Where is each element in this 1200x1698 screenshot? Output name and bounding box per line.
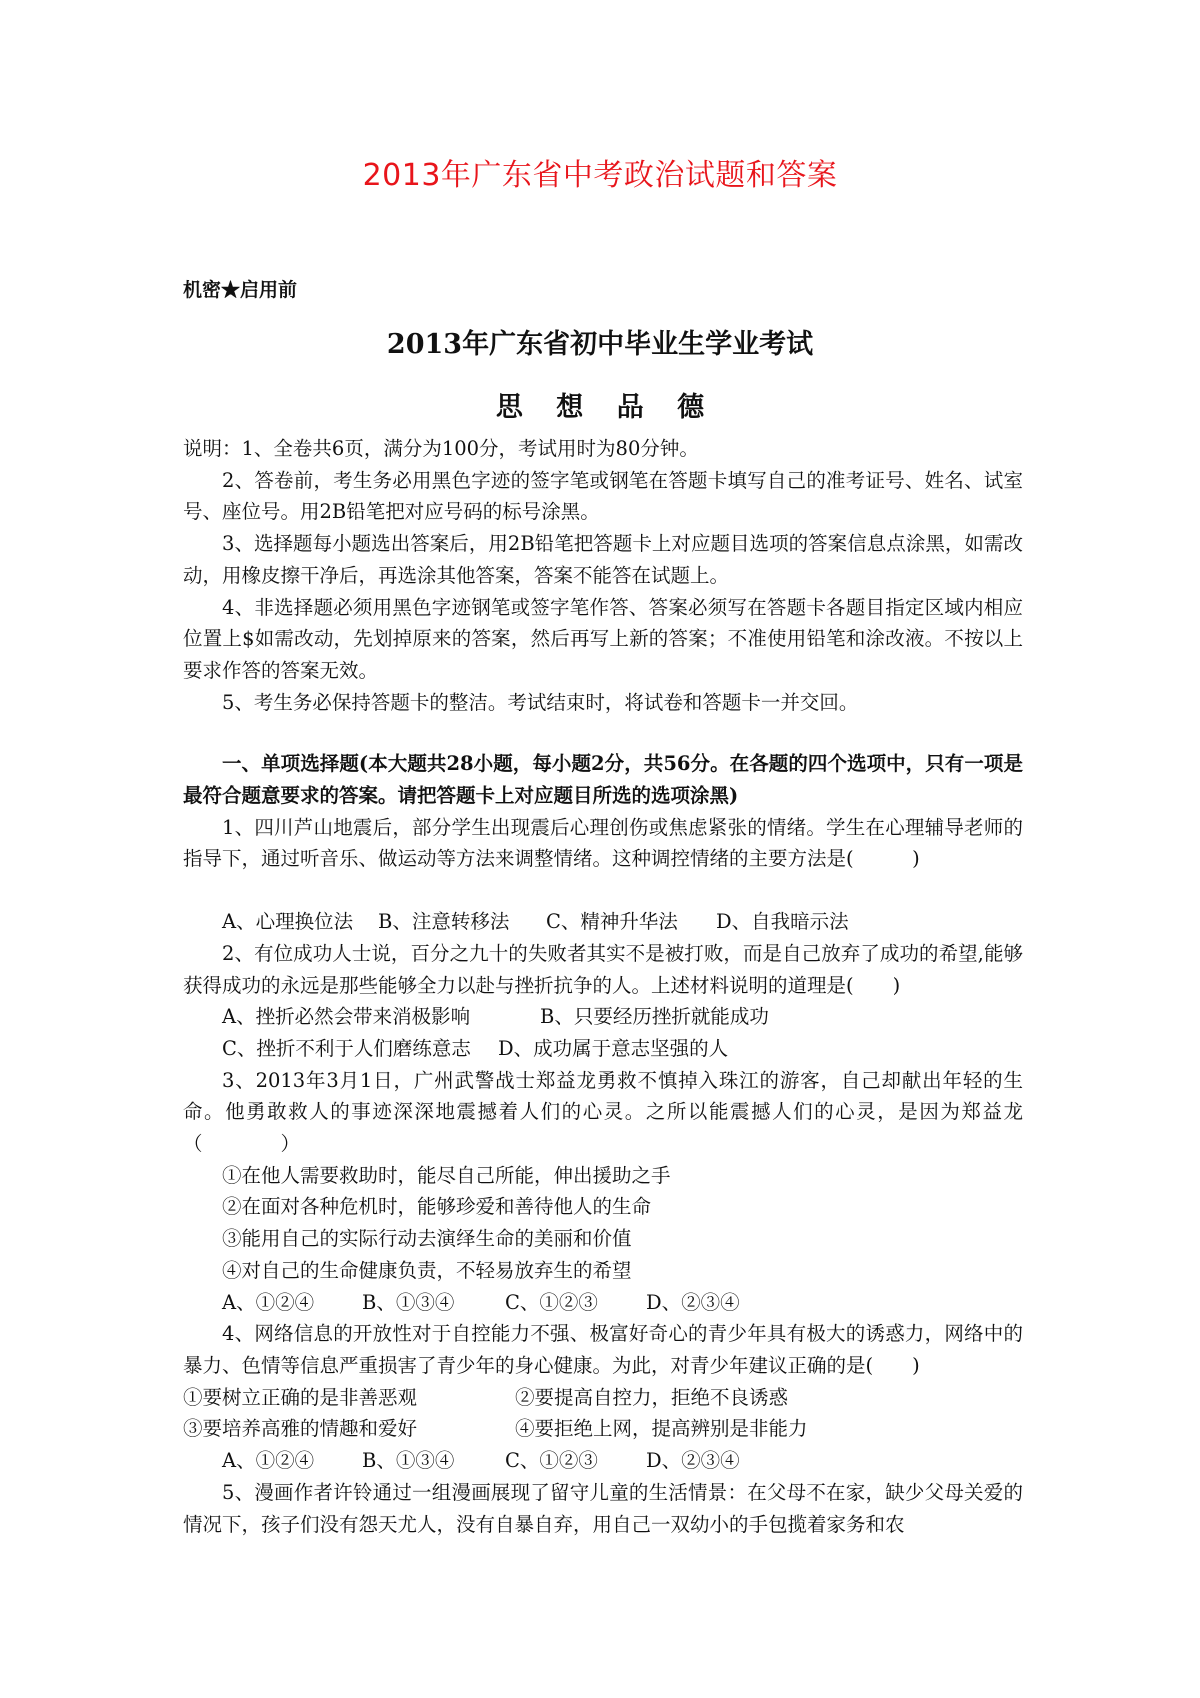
question-2-option-c: C、挫折不利于人们磨练意志 xyxy=(222,1036,471,1060)
question-1-option-a: A、心理换位法 xyxy=(222,910,354,934)
question-4-statements-row-2 xyxy=(183,1413,1023,1445)
instruction-line-3: 3、选择题每小题选出答案后，用2B铅笔把答题卡上对应题目选项的答案信息点涂黑，如需改动，用橡皮擦干净后，再选涂其他答案，答案不能答在试题上。 xyxy=(183,532,1023,587)
question-1-options xyxy=(183,906,1023,938)
question-2-option-b: B、只要经历挫折就能成功 xyxy=(540,1005,769,1029)
exam-body xyxy=(183,433,1023,1540)
question-4-options xyxy=(183,1445,1023,1477)
question-4-option-a: A、①②④ xyxy=(222,1449,315,1473)
document-title: 2013年广东省中考政治试题和答案 xyxy=(362,158,838,193)
question-4-statement-4: ④要拒绝上网，提高辨别是非能力 xyxy=(515,1417,808,1441)
question-1-option-b: B、注意转移法 xyxy=(378,910,510,934)
question-1-option-d: D、自我暗示法 xyxy=(716,910,849,934)
question-4-option-c: C、①②③ xyxy=(505,1449,598,1473)
question-2-options-row-2 xyxy=(183,1033,1023,1065)
question-3-stem: 3、2013年3月1日，广州武警战士郑益龙勇救不慎掉入珠江的游客，自己却献出年轻的生命。他勇敢救人的事迹深深地震撼着人们的心灵。之所以能震撼人们的心灵，是因为郑益龙（ ） xyxy=(183,1068,1023,1156)
spacer xyxy=(183,718,1023,748)
instruction-line-4: 4、非选择题必须用黑色字迹钢笔或签字笔作答、答案必须写在答题卡各题目指定区域内相应位置上$如需改动，先划掉原来的答案，然后再写上新的答案；不准使用铅笔和涂改液。不按以上要求作答的答案无效。 xyxy=(183,595,1023,682)
question-4-statement-1: ①要树立正确的是非善恶观 xyxy=(183,1385,418,1409)
question-3-option-d: D、②③④ xyxy=(646,1290,740,1314)
question-5-stem: 5、漫画作者许铃通过一组漫画展现了留守儿童的生活情景：在父母不在家，缺少父母关爱的情况下，孩子们没有怨天尤人，没有自暴自弃，用自己一双幼小的手包揽着家务和农 xyxy=(183,1480,1023,1536)
instruction-line-1: 说明：1、全卷共6页，满分为100分，考试用时为80分钟。 xyxy=(183,437,699,460)
question-3-options xyxy=(183,1287,1023,1319)
question-4-stem: 4、网络信息的开放性对于自控能力不强、极富好奇心的青少年具有极大的诱惑力，网络中的暴力、色情等信息严重损害了青少年的身心健康。为此，对青少年建议正确的是( ) xyxy=(183,1322,1023,1377)
spacer xyxy=(183,875,1023,906)
instruction-line-5: 5、考生务必保持答题卡的整洁。考试结束时，将试卷和答题卡一并交回。 xyxy=(222,690,859,714)
question-3-option-a: A、①②④ xyxy=(222,1290,315,1314)
question-3-option-b: B、①③④ xyxy=(362,1290,455,1314)
question-2-option-d: D、成功属于意志坚强的人 xyxy=(498,1036,729,1060)
question-4-statements-row-1 xyxy=(183,1382,1023,1414)
question-2-options-row-1 xyxy=(183,1001,1023,1033)
section-heading: 一、单项选择题(本大题共28小题，每小题2分，共56分。在各题的四个选项中，只有一项是最符合题意要求的答案。请把答题卡上对应题目所选的选项涂黑) xyxy=(183,752,1023,808)
instruction-line-2: 2、答卷前，考生务必用黑色字迹的签字笔或钢笔在答题卡填写自己的准考证号、姓名、试室号、座位号。用2B铅笔把对应号码的标号涂黑。 xyxy=(183,468,1023,524)
secret-label: 机密★启用前 xyxy=(183,279,298,301)
question-2-stem: 2、有位成功人士说，百分之九十的失败者其实不是被打败，而是自己放弃了成功的希望,能够获得成功的永远是那些能够全力以赴与挫折抗争的人。上述材料说明的道理是( ) xyxy=(183,941,1023,997)
question-1-stem: 1、四川芦山地震后，部分学生出现震后心理创伤或焦虑紧张的情绪。学生在心理辅导老师的指导下，通过听音乐、做运动等方法来调整情绪。这种调控情绪的主要方法是( ) xyxy=(183,815,1023,871)
question-3-statement-1: ①在他人需要救助时，能尽自己所能，伸出援助之手 xyxy=(222,1163,671,1187)
exam-title: 2013年广东省初中毕业生学业考试 xyxy=(386,329,814,360)
subject-title: 思 想 品 德 xyxy=(495,392,717,423)
question-4-option-b: B、①③④ xyxy=(362,1449,455,1473)
question-3-statement-3: ③能用自己的实际行动去演绎生命的美丽和价值 xyxy=(222,1227,632,1251)
question-4-statement-3: ③要培养高雅的情趣和爱好 xyxy=(183,1417,418,1441)
question-4-option-d: D、②③④ xyxy=(646,1449,740,1473)
question-3-statement-4: ④对自己的生命健康负责，不轻易放弃生的希望 xyxy=(222,1258,632,1282)
question-1-option-c: C、精神升华法 xyxy=(546,910,678,934)
question-3-option-c: C、①②③ xyxy=(505,1290,598,1314)
question-4-statement-2: ②要提高自控力，拒绝不良诱惑 xyxy=(515,1385,789,1409)
question-3-statement-2: ②在面对各种危机时，能够珍爱和善待他人的生命 xyxy=(222,1195,652,1219)
question-2-option-a: A、挫折必然会带来消极影响 xyxy=(222,1005,471,1029)
